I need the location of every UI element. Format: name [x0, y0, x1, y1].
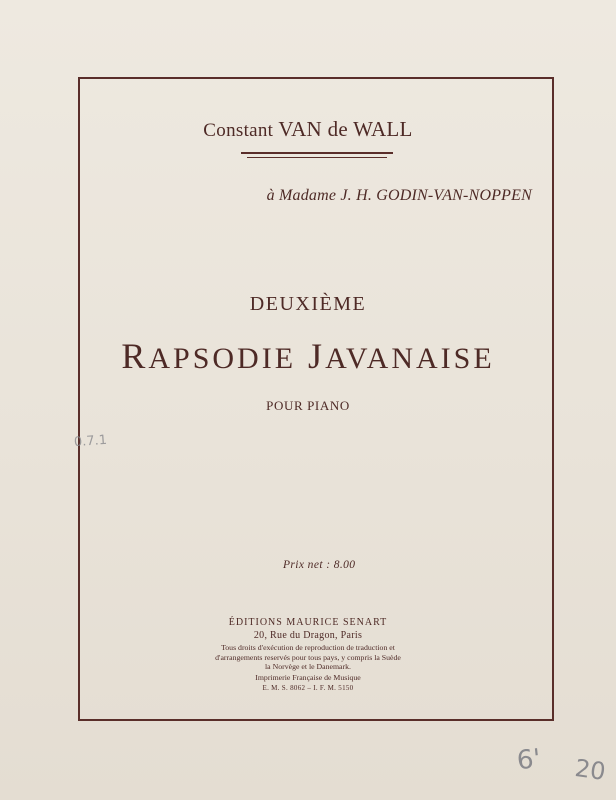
composer-last-name: VAN de WALL	[278, 117, 413, 141]
publisher-address: 20, Rue du Dragon, Paris	[253, 630, 363, 641]
subtitle: POUR PIANO	[266, 398, 350, 413]
title-initial-r: R	[121, 336, 149, 376]
title-line-2	[0, 335, 616, 377]
publisher-name: ÉDITIONS MAURICE SENART	[228, 617, 388, 628]
catalog-reference: E. M. S. 8062 – I. F. M. 5150	[262, 683, 354, 692]
title-word-rapsodie: APSODIE	[148, 342, 297, 375]
title-line-1: DEUXIÈME	[249, 293, 367, 315]
composer-name	[0, 117, 616, 142]
rights-line-2: d'arrangements reservés pour tous pays, y compris la Suède	[215, 652, 401, 662]
rights-line-3: la Norvège et le Danemark.	[265, 662, 351, 672]
pencil-annotation-left: 0.7.1	[73, 432, 108, 451]
title-initial-j: J	[308, 336, 326, 376]
publisher-block	[0, 616, 616, 693]
rule-line-top	[241, 152, 393, 154]
rights-notice	[0, 643, 616, 672]
pencil-annotation-bottom-2: 20	[573, 754, 608, 786]
rights-line-1: Tous droits d'exécution de reproduction de traduction et	[221, 643, 395, 652]
dedication: à Madame J. H. GODIN-VAN-NOPPEN	[266, 187, 532, 204]
price-label: Prix net : 8.00	[283, 559, 356, 571]
composer-first-name: Constant	[203, 120, 274, 141]
pencil-annotation-bottom-1: 6'	[515, 743, 543, 777]
title-word-javanaise: AVANAISE	[325, 342, 495, 375]
printer-name: Imprimerie Française de Musique	[255, 672, 361, 682]
decorative-double-rule	[241, 152, 393, 161]
rule-line-bottom	[247, 157, 387, 158]
